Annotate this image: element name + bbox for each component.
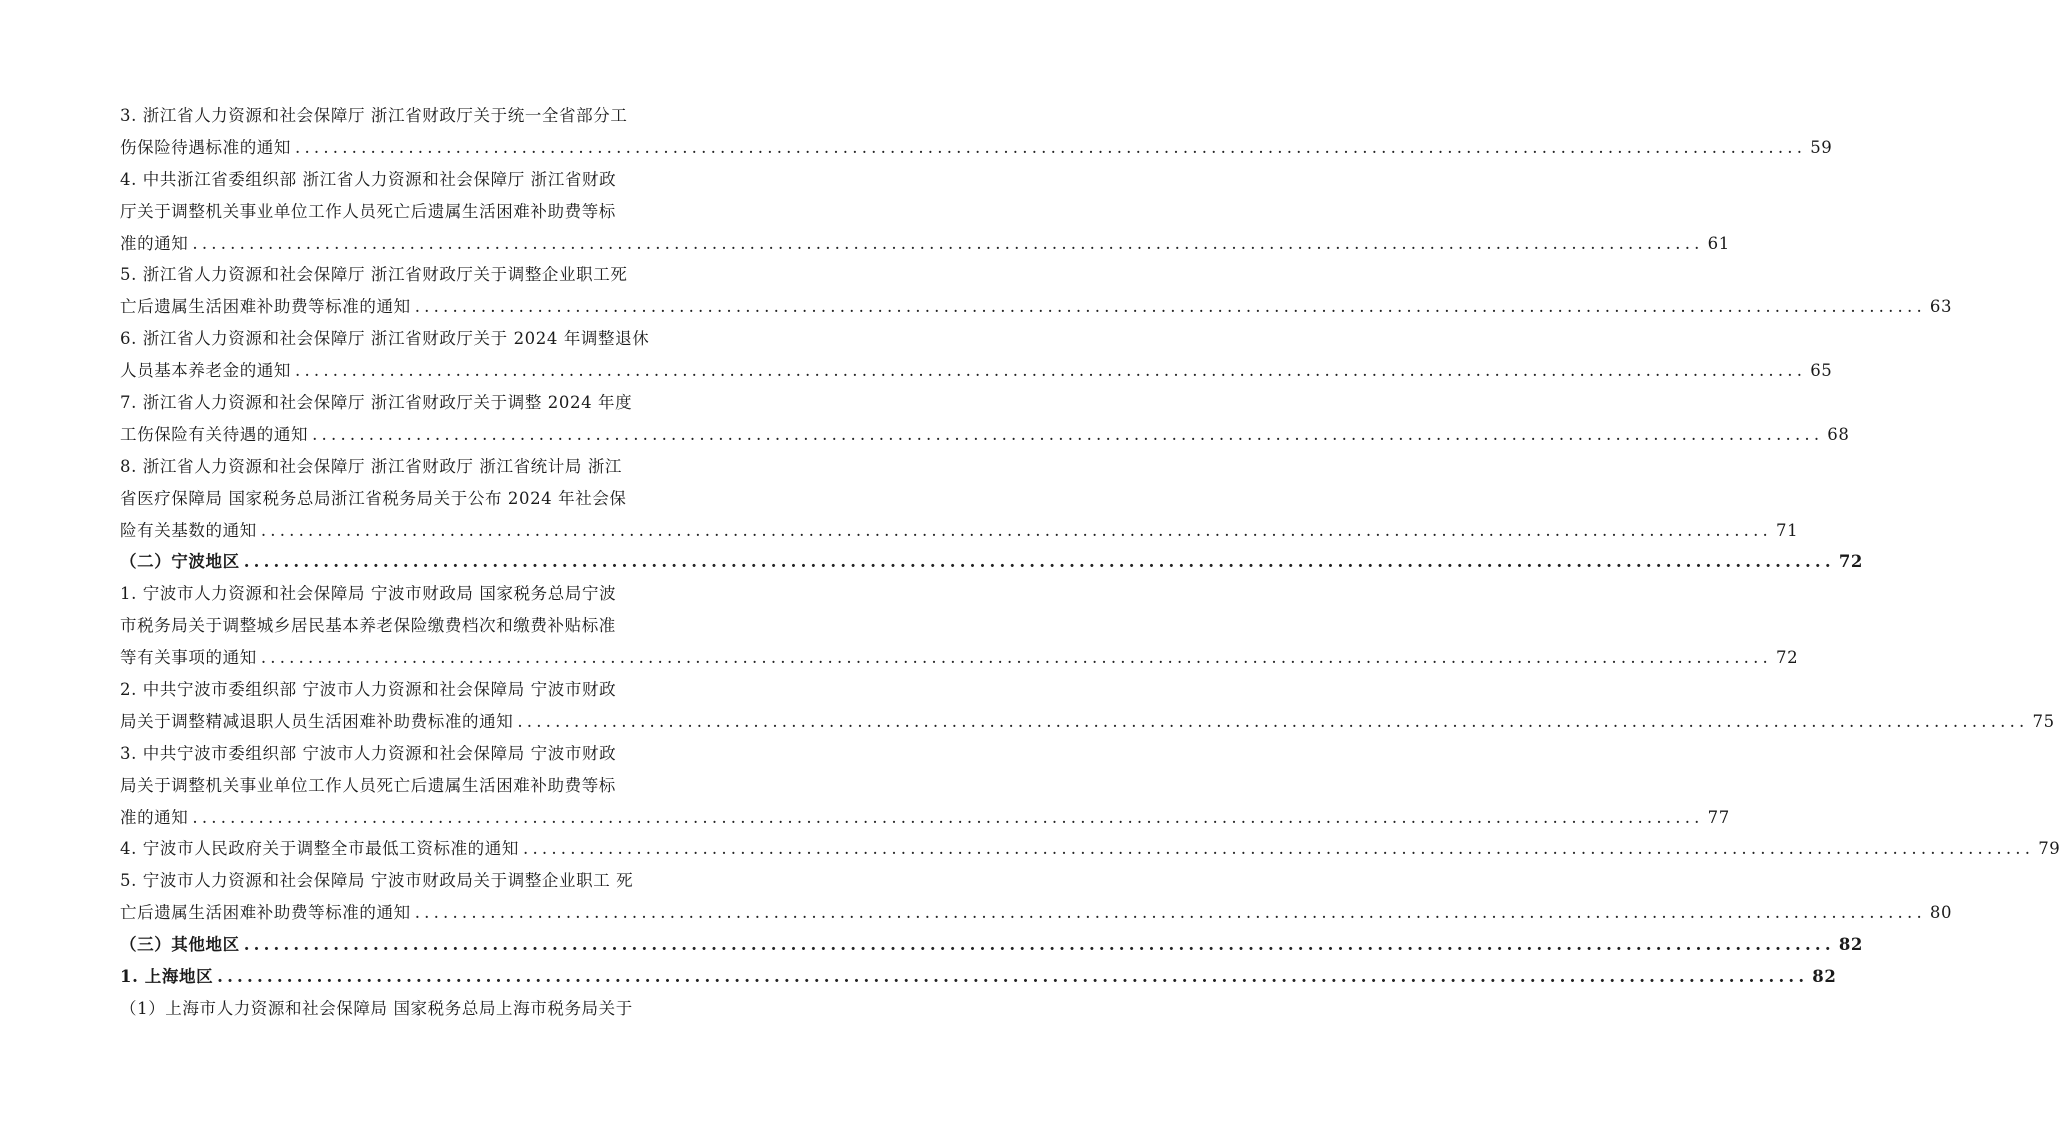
page-number: 65 [1810,361,1833,381]
toc-entry-line: 1. 宁波市人力资源和社会保障局 宁波市财政局 国家税务总局宁波 [120,584,617,604]
toc-entry-title-end: 4. 宁波市人民政府关于调整全市最低工资标准的通知 [120,839,519,859]
dot-leader: ................................................................................................................................................................ [260,520,1772,540]
page-number: 79 [2038,839,2060,859]
toc-entry-title-end: 工伤保险有关待遇的通知 [120,424,309,444]
dot-leader: ................................................................................................................................................................ [243,935,1835,955]
toc-entry-title-end: 人员基本养老金的通知 [120,361,291,381]
toc-entry-line: 局关于调整机关事业单位工作人员死亡后遗属生活困难补助费等标 [120,775,616,795]
toc-entry[interactable] [120,259,1953,323]
page-number: 63 [1929,297,1953,317]
page-number: 59 [1810,137,1833,157]
toc-entry-line: 7. 浙江省人力资源和社会保障厅 浙江省财政厅关于调整 2024 年度 [120,393,633,413]
dot-leader: ................................................................................................................................................................ [517,711,2029,731]
toc-entry-title-end: 局关于调整精减退职人员生活困难补助费标准的通知 [120,711,514,731]
toc-entry[interactable] [120,451,1799,547]
dot-leader: ................................................................................................................................................................ [260,648,1772,668]
toc-entry[interactable] [120,993,675,1025]
page-number: 72 [1776,648,1799,668]
toc-entry-line: 5. 浙江省人力资源和社会保障厅 浙江省财政厅关于调整企业职工死 [120,265,628,285]
page-number: 80 [1929,903,1953,923]
toc-entry-title-end: 准的通知 [120,807,189,827]
toc-entry-line: 厅关于调整机关事业单位工作人员死亡后遗属生活困难补助费等标 [120,201,616,221]
toc-entry-title-end: 1. 上海地区 [120,967,214,987]
toc-entry-line: 市税务局关于调整城乡居民基本养老保险缴费档次和缴费补贴标准 [120,616,616,636]
dot-leader: ................................................................................................................................................................ [414,903,1926,923]
toc-entry[interactable] [120,674,2055,738]
toc-entry-line: 3. 中共宁波市委组织部 宁波市人力资源和社会保障局 宁波市财政 [120,743,617,763]
dot-leader: ................................................................................................................................................................ [312,424,1824,444]
toc-entry[interactable] [120,929,1863,961]
toc-entry-title-end: 亡后遗属生活困难补助费等标准的通知 [120,903,411,923]
page-number: 77 [1707,807,1730,827]
toc-entry-line: （1）上海市人力资源和社会保障局 国家税务总局上海市税务局关于 [120,998,633,1018]
toc-entry-line: 5. 宁波市人力资源和社会保障局 宁波市财政局关于调整企业职工 死 [120,871,634,891]
dot-leader: ................................................................................................................................................................ [192,233,1704,253]
dot-leader: ................................................................................................................................................................ [295,361,1807,381]
toc-entry[interactable] [120,833,2060,865]
dot-leader: ................................................................................................................................................................ [243,552,1835,572]
dot-leader: ................................................................................................................................................................ [192,807,1704,827]
toc-entry-title-end: （三）其他地区 [120,935,240,955]
dot-leader: ................................................................................................................................................................ [217,967,1809,987]
dot-leader: ................................................................................................................................................................ [295,137,1807,157]
toc-entry-line: 8. 浙江省人力资源和社会保障厅 浙江省财政厅 浙江省统计局 浙江 [120,456,623,476]
page-number: 75 [2032,711,2055,731]
toc-entry[interactable] [120,961,1837,993]
page-number: 82 [1838,935,1863,955]
toc-entry-title-end: （二）宁波地区 [120,552,240,572]
page-number: 82 [1812,967,1837,987]
toc-entry-title-end: 准的通知 [120,233,189,253]
toc-entry[interactable] [120,164,1730,260]
toc-entry[interactable] [120,100,1833,164]
page-number: 68 [1827,424,1850,444]
toc-entry-line: 省医疗保障局 国家税务总局浙江省税务局关于公布 2024 年社会保 [120,488,627,508]
table-of-contents [120,100,2060,1025]
toc-entry-line: 3. 浙江省人力资源和社会保障厅 浙江省财政厅关于统一全省部分工 [120,106,628,125]
toc-entry-title-end: 伤保险待遇标准的通知 [120,137,291,157]
toc-entry-line: 6. 浙江省人力资源和社会保障厅 浙江省财政厅关于 2024 年调整退休 [120,329,650,349]
dot-leader: ................................................................................................................................................................ [523,839,2035,859]
toc-entry[interactable] [120,865,1953,929]
dot-leader: ................................................................................................................................................................ [414,297,1926,317]
toc-entry[interactable] [120,738,1730,834]
page-number: 71 [1776,520,1799,540]
toc-entry-line: 2. 中共宁波市委组织部 宁波市人力资源和社会保障局 宁波市财政 [120,680,617,700]
toc-entry[interactable] [120,387,1850,451]
toc-entry-title-end: 等有关事项的通知 [120,648,257,668]
toc-entry-line: 4. 中共浙江省委组织部 浙江省人力资源和社会保障厅 浙江省财政 [120,169,617,189]
page-number: 61 [1707,233,1730,253]
toc-entry-title-end: 险有关基数的通知 [120,520,257,540]
toc-entry[interactable] [120,546,1863,578]
toc-entry[interactable] [120,323,1833,387]
toc-entry-title-end: 亡后遗属生活困难补助费等标准的通知 [120,297,411,317]
toc-entry[interactable] [120,578,1799,674]
page-number: 72 [1838,552,1863,572]
